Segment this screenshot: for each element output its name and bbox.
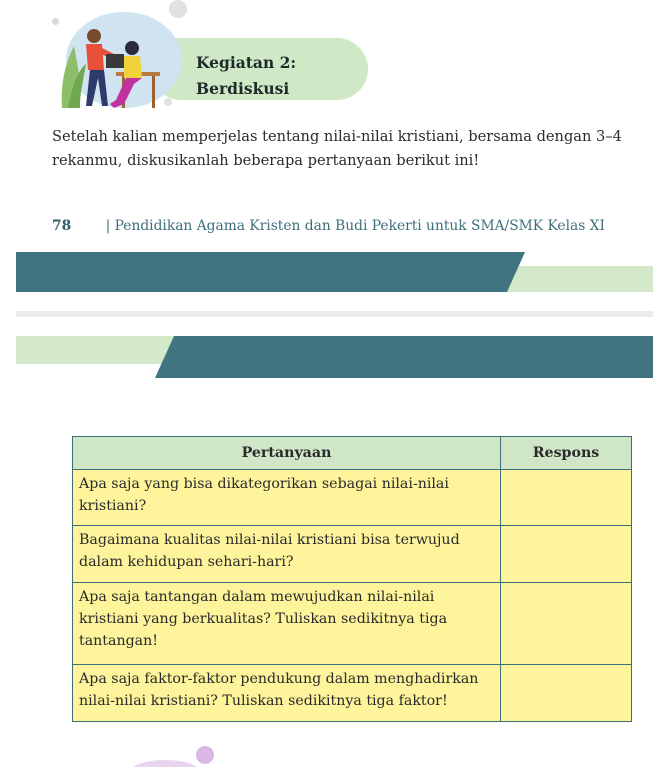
response-cell[interactable] — [501, 470, 632, 526]
students-studying-illustration-icon — [46, 8, 206, 116]
question-cell: Apa saja faktor-faktor pendukung dalam menghadirkan nilai-nilai kristiani? Tuliskan sedikitnya tiga faktor! — [73, 665, 501, 722]
question-cell: Apa saja yang bisa dikategorikan sebagai nilai-nilai kristiani? — [73, 470, 501, 526]
discussion-table — [72, 436, 632, 722]
activity-name: Berdiskusi — [196, 79, 290, 98]
table-row — [73, 665, 632, 722]
table-row — [73, 470, 632, 526]
activity-label: Kegiatan 2: — [196, 53, 297, 72]
activity-title — [196, 50, 296, 102]
response-cell[interactable] — [501, 526, 632, 583]
decorative-swoosh — [130, 760, 200, 767]
table-header-row — [73, 437, 632, 470]
book-title: | Pendidikan Agama Kristen dan Budi Pekerti untuk SMA/SMK Kelas XI — [105, 218, 605, 234]
question-cell: Apa saja tantangan dalam mewujudkan nilai-nilai kristiani yang berkualitas? Tuliskan sedikitnya tiga tantangan! — [73, 583, 501, 665]
intro-paragraph: Setelah kalian memperjelas tentang nilai-nilai kristiani, bersama dengan 3–4 rekanmu, diskusikanlah beberapa pertanyaan berikut ini! — [52, 128, 622, 169]
table-row — [73, 526, 632, 583]
column-header-response: Respons — [501, 437, 632, 470]
page-footer — [52, 218, 605, 234]
decorative-dot — [196, 746, 214, 764]
question-cell: Bagaimana kualitas nilai-nilai kristiani bisa terwujud dalam kehidupan sehari-hari? — [73, 526, 501, 583]
response-cell[interactable] — [501, 665, 632, 722]
page-number: 78 — [52, 218, 72, 234]
page-divider-bands — [0, 250, 653, 382]
response-cell[interactable] — [501, 583, 632, 665]
column-header-question: Pertanyaan — [73, 437, 501, 470]
table-row — [73, 583, 632, 665]
